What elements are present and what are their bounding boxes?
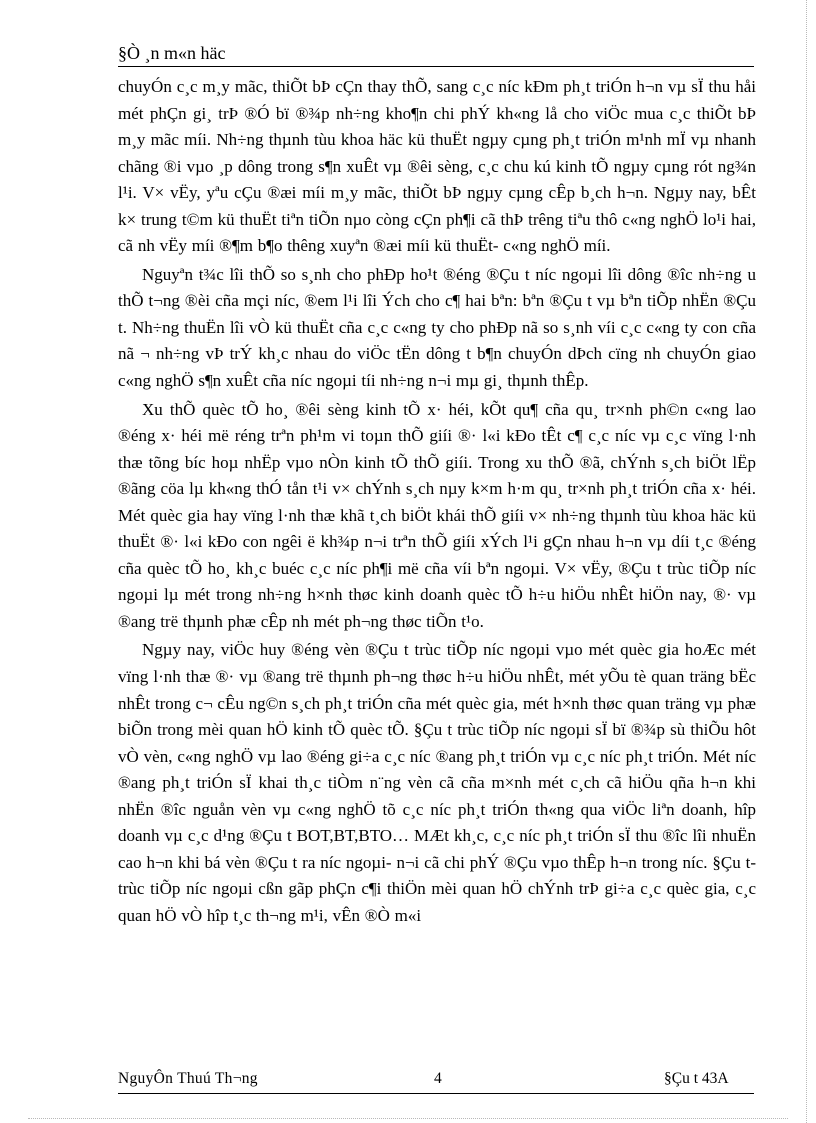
footer-class-label: §Çu t 43A — [664, 1070, 729, 1087]
paragraph-4: Ngµy nay, viÖc huy ®éng vèn ®Çu t trùc tiÕp níc ngoµi vµo mét quèc gia hoÆc mét vïng l·nh thæ ®· vµ ®ang trë thµnh ph¬ng thøc h÷u hiÖu nhÊt, mét yÕu tè quan träng bËc nhÊt trong c¬ cÊu ng©n s¸ch ph¸t triÓn cña mét quèc gia, mét h×nh thøc quan träng vµ phæ biÕn trong mèi quan hÖ kinh tÕ quèc tÕ. §Çu t trùc tiÕp níc ngoµi sÏ bï ®¾p sù thiÕu hôt vÒ vèn, c«ng nghÖ vµ lao ®éng gi÷a c¸c níc ®ang ph¸t triÓn vµ c¸c níc ph¸t triÓn. Mét níc ®ang ph¸t triÓn sÏ khai th¸c tiÒm n¨ng vèn cã cña m×nh mét c¸ch cã hiÖu qña h¬n khi nhËn ®îc nguån vèn vµ c«ng nghÖ tõ c¸c níc ph¸t triÓn th«ng qua viÖc liªn doanh, hîp doanh vµ c¸c d¹ng ®Çu t BOT,BT,BTO… MÆt kh¸c, c¸c níc ph¸t triÓn sÏ thu ®îc lîi nhuËn cao h¬n khi bá vèn ®Çu t ra níc ngoµi- n¬i cã chi phÝ ®Çu vµo thÊp h¬n trong níc. §Çu t trùc tiÕp níc ngoµi cßn gãp phÇn c¶i thiÖn mèi quan hÖ chÝnh trÞ gi÷a c¸c quèc gia, c¸c quan hÖ vÒ hîp t¸c th¬ng m¹i, vÊn ®Ò m«i — [118, 640, 756, 925]
footer-page-number: 4 — [434, 1070, 442, 1087]
page-bottom-border — [28, 1118, 788, 1119]
paragraph-1: chuyÓn c¸c m¸y mãc, thiÕt bÞ cÇn thay thÕ, sang c¸c níc kÐm ph¸t triÓn h¬n vµ sÏ thu håi mét phÇn gi¸ trÞ ®Ó bï ®¾p nh÷ng kho¶n chi phÝ kh«ng lå cho viÖc mua c¸c thiÕt bÞ m¸y mãc míi. Nh÷ng thµnh tùu khoa häc kü thuËt ngµy cµng ph¸t triÓn m¹nh mÏ vµ nhanh chãng ®i vµo ¸p dông trong s¶n xuÊt vµ ®êi sèng, c¸c chu kú kinh tÕ ngµy cµng rót ng¾n l¹i. V× vËy, yªu cÇu ®æi míi m¸y mãc, thiÕt bÞ ngµy cµng cÊp b¸ch h¬n. Ngµy nay, bÊt k× trung t©m kü thuËt tiªn tiÕn nµo còng cÇn ph¶i cã thÞ trêng tiªu thô c«ng nghÖ lo¹i hai, cã nh vËy míi ®¶m b¶o thêng xuyªn ®æi míi kü thuËt- c«ng nghÖ míi. — [118, 77, 756, 256]
footer-divider — [118, 1093, 754, 1094]
paragraph-2: Nguyªn t¾c lîi thÕ so s¸nh cho phÐp ho¹t ®éng ®Çu t níc ngoµi lîi dông ®îc nh÷ng u thÕ t¬ng ®èi cña mçi níc, ®em l¹i lîi Ých cho c¶ hai bªn: bªn ®Çu t vµ bªn tiÕp nhËn ®Çu t. Nh÷ng thuËn lîi vÒ kü thuËt cña c¸c c«ng ty cho phÐp nã so s¸nh víi c¸c c«ng ty con cña nã ¬ nh÷ng vÞ trÝ kh¸c nhau do viÖc tËn dông t b¶n chuyÓn dÞch cïng nh chuyÓn giao c«ng nghÖ s¶n xuÊt cña níc ngoµi tíi nh÷ng n¬i mµ gi¸ thµnh thÊp. — [118, 264, 756, 391]
page-right-border — [806, 0, 807, 1123]
footer-author: NguyÔn Thuú Th¬ng — [118, 1070, 258, 1087]
header-divider — [118, 66, 754, 67]
document-header-title: §Ò ¸n m«n häc — [118, 43, 226, 63]
document-body — [118, 74, 756, 930]
paragraph-3: Xu thÕ quèc tÕ ho¸ ®êi sèng kinh tÕ x· héi, kÕt qu¶ cña qu¸ tr×nh ph©n c«ng lao ®éng x· héi më réng trªn ph¹m vi toµn thÕ giíi ®· l«i kÐo tÊt c¶ c¸c níc vµ c¸c vïng l·nh thæ tõng bíc hoµ nhËp vµo nÒn kinh tÕ thÕ giíi. Trong xu thÕ ®ã, chÝnh s¸ch biÖt lËp ®ãng cöa lµ kh«ng thÓ tån t¹i v× chÝnh s¸ch nµy k×m h·m qu¸ tr×nh ph¸t triÓn cña x· héi. Mét quèc gia hay vïng l·nh thæ khã t¸ch biÖt khái thÕ giíi v× nh÷ng thµnh tùu khoa häc kü thuËt ®· l«i kÐo con ngêi ë kh¾p n¬i trªn thÕ giíi xÝch l¹i gÇn nhau h¬n vµ díi t¸c ®éng cña quèc tÕ ho¸ kh¸c buéc c¸c níc ph¶i më cña víi bªn ngoµi. V× vËy, ®Çu t trùc tiÕp níc ngoµi lµ mét trong nh÷ng h×nh thøc kinh doanh quèc tÕ h÷u hiÖu nhÊt hiÖn nay, ®· vµ ®ang trë thµnh phæ cÊp nh mét ph¬ng thøc tiÕn t¹o. — [118, 399, 756, 631]
